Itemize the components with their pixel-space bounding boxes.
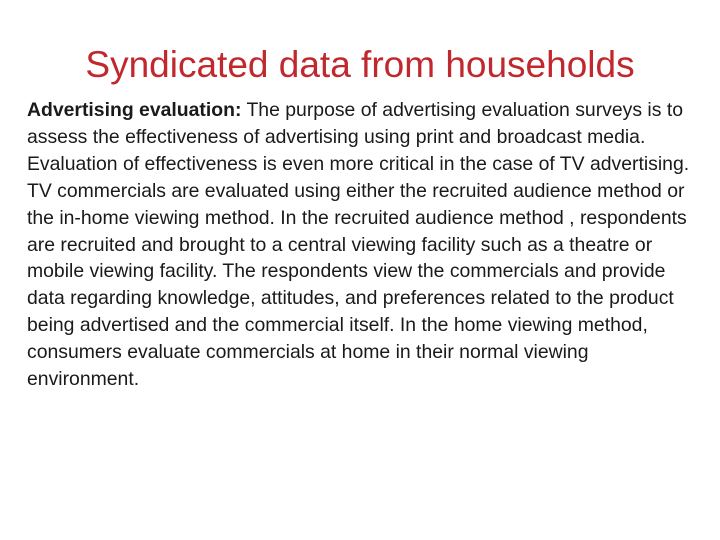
body-text: The purpose of advertising evaluation surveys is to assess the effectiveness of advertising using print and broadcast media. Evaluation of effectiveness is even more critical in the case of TV advertising. TV commercials are evaluated using either the recruited audience method or the in-home viewing method. In the recruited audience method , respondents are recruited and brought to a central viewing facility such as a theatre or mobile viewing facility. The respondents view the commercials and provide data regarding knowledge, attitudes, and preferences related to the product being advertised and the commercial itself. In the home viewing method, consumers evaluate commercials at home in their normal viewing environment. bbox=[27, 99, 690, 391]
slide-title: Syndicated data from households bbox=[85, 44, 635, 85]
term-label: Advertising evaluation: bbox=[27, 99, 242, 121]
body-paragraph bbox=[27, 97, 703, 393]
